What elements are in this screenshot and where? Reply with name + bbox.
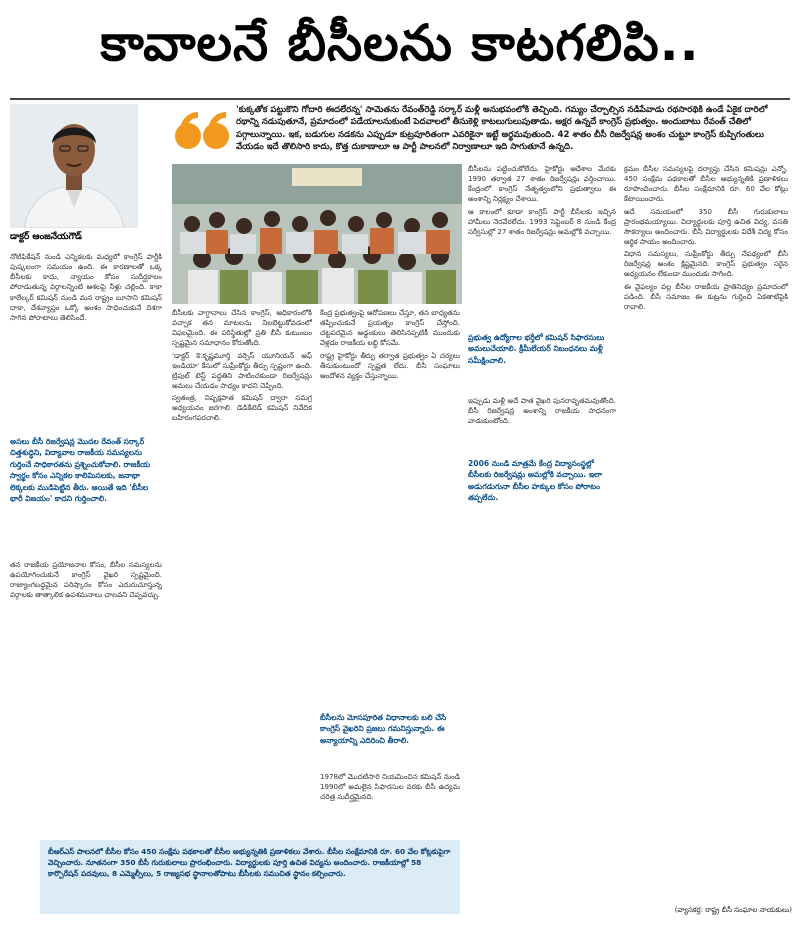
highlight-box-1: అసలు బీసీ రిజర్వేషన్ల మొదల రేవంత్ సర్కార్ చిత్తశుద్ధిని, విద్యావాల రాజకీయ సమస్యలను గుర్తించే సాధికారతను ప్రశ్నించుకోవాలి. రాజకీయ స్వార్థం కోసం ఎన్నికల కాలిమిసలకు, జనాభా లెక్కలకు ముడిపెట్టిన తీరు. అయితే ఇది 'బీసీల భారీ విజయం' కాదని గుర్తించాలి. — [10, 437, 151, 503]
headline: కావాలనే బీసీలను కాటగలిపి.. — [100, 13, 700, 72]
paragraph: స్వతంత్ర, నిష్పక్షపాత కమిషన్ ద్వారా సమగ్ర అధ్యయనం జరగాలి. డెడికేటెడ్ కమిషన్ నివేదిక బహిరంగపరచాలి. — [172, 393, 312, 423]
paragraph: విధాన సమస్యలు, సుప్రీంకోర్టు తీర్పు నేపథ్యంలో బీసీ రిజర్వేషన్ల అంశం క్లిష్టమైనది. కాంగ్రెస్ ప్రభుత్వం సరైన అధ్యయనం లేకుండా ముందుకు సాగింది. — [624, 249, 788, 279]
paragraph: 1978లో మొదటిసారి నియమించిన కమిషన్ నుండి 1990లో అమలైన సిఫారసుల వరకు బీసీ ఉద్యమ చరిత్ర సుదీర్ఘమైనది. — [320, 772, 460, 802]
highlight-box-3: బీసీలను మోసపూరిత విధానాలకు బలి చేసే కాంగ్రెస్ వైఖరిని ప్రజలు గమనిస్తున్నారు. ఈ అన్యాయాన్ని ఎదిరించి తీరాలి. — [320, 713, 447, 745]
article-column-3-continued — [320, 772, 460, 836]
paragraph: బీసీలను పట్టించుకోలేదు. హైకోర్టు ఆదేశాల మేరకు 1990 తర్వాత 27 శాతం రిజర్వేషన్లు వర్తించాయి. కేంద్రంలో కాంగ్రెస్ నేతృత్వంలోని ప్రభుత్వాలు ఈ అంశాన్ని నిర్లక్ష్యం చేశాయి. — [468, 164, 616, 204]
paragraph: కేంద్ర ప్రభుత్వంపై ఆరోపణలు చేస్తూ, తన బాధ్యతను తప్పించుకునే ప్రయత్నం కాంగ్రెస్ చేస్తోంది. చట్టపరమైన అడ్డంకులు తెలిసినప్పటికీ ముందుకు వెళ్లడం రాజకీయ లబ్ధి కోసమే. — [320, 308, 460, 348]
highlight-box-2: ప్రభుత్వ ఉద్యోగాల భర్తీలో కమిషన్ సిఫారసులు అమలుచేయాలి. క్రీమీలేయర్ నిబంధనలు మళ్లీ సమీక్షించాలి. — [468, 333, 605, 365]
paragraph: ఈ వైఫల్యం వల్ల బీసీల రాజకీయ ప్రాతినిధ్యం ప్రమాదంలో పడింది. బీసీ సమాజం ఈ కుట్రను గుర్తించి ఏకతాటిపైకి రావాలి. — [624, 281, 788, 311]
article-column-2 — [172, 308, 312, 836]
paragraph: క్రమం బీసీల సమస్యలపై దర్యాప్తు చేసిన కమిషన్లు ఎన్నో. 450 సంక్షేమ పథకాలతో బీసీల అభ్యున్నతికి ప్రణాళికలు రూపొందించారు. బీసీల సంక్షేమానికి రూ. 60 వేల కోట్లు కేటాయించారు. — [624, 164, 788, 204]
paragraph: బీసీలకు వాగ్దానాలు చేసిన కాంగ్రెస్, అధికారంలోకి వచ్చాక తన మాటలను నిలబెట్టుకోవడంలో విఫలమైంది. ఈ పరిస్థితుల్లో ప్రతి బీసీ కుటుంబం స్పష్టమైన సమాధానం కోరుతోంది. — [172, 308, 312, 348]
article-column-1-continued — [10, 560, 162, 832]
paragraph: రాష్ట్ర హైకోర్టు తీర్పు తర్వాత ప్రభుత్వం ఏ చర్యలు తీసుకుంటుందో స్పష్టత లేదు. బీసీ సంఘాలు ఆందోళన వ్యక్తం చేస్తున్నాయి. — [320, 350, 460, 380]
author-portrait-image — [10, 104, 138, 228]
article-column-5 — [624, 164, 788, 904]
paragraph: 'డాక్టర్ కె.కృష్ణమూర్తి వర్సెస్ యూనియన్ ఆఫ్ ఇండియా' కేసులో సుప్రీంకోర్టు తీర్పు స్పష్టంగా ఉంది. ట్రిపుల్ టెస్ట్ పద్ధతిని పాటించకుండా రిజర్వేషన్లు అమలు చేయడం సాధ్యం కాదని చెప్పింది. — [172, 350, 312, 390]
paragraph: ఇప్పుడు మళ్లీ అదే పాత వైఖరి పునరావృతమవుతోంది. బీసీ రిజర్వేషన్ల అంశాన్ని రాజకీయ సాధనంగా వాడుకుంటోంది. — [468, 396, 616, 426]
paragraph: ఆ కాలంలో కూడా కాంగ్రెస్ పార్టీ బీసీలకు ఇచ్చిన హామీలు నెరవేరలేదు. 1993 సెప్టెంబర్ 8 నుండి కేంద్ర సర్వీసుల్లో 27 శాతం రిజర్వేషన్లు అమల్లోకి వచ్చాయి. — [468, 206, 616, 236]
paragraph: నోటిఫికేషన్ నుండి ఎన్నికలకు మధ్యలో కాంగ్రెస్ పార్టీకి పుష్కలంగా సమయం ఉంది. ఈ కారణాలతో ఒక్క బీసీలకు కాదు, న్యాయం కోసం సుదీర్ఘకాలం పోరాడుతున్న వర్గాలన్నింటి ఆశలపై నీళ్లు చల్లింది. కాకా కాలేల్కర్ కమిషన్ నుండి మన రాష్ట్రం బూసాని కమిషన్ దాకా, దేశవ్యాప్తం ఒక్కో అంశం సాధించుకునే దిశగా సాగిన పోరాటాలు తెలిసిందే. — [10, 252, 162, 322]
author-photo — [10, 104, 138, 228]
protest-photo — [172, 164, 462, 304]
article-column-3 — [320, 308, 460, 708]
pull-quote: 'కుక్కతోక పట్టుకొని గోదారి ఈదలేరన్న' సామెతను రేవంత్‌రెడ్డి సర్కార్ మళ్లీ అనుభవంలోకి తెచ్చింది. గమ్యం చేర్చాల్సిన నడిపేవాడు రథసారథికి ఉండే ఏకైక దారిలో రథాన్ని నడుపుతూనే, ప్రమాదంలో పడేయాలనుకుంటే పెదవాలలో తీసుకెళ్లి కాటలుగులుపుతాడు. అక్షర ఉన్నదే కాంగ్రెస్ ప్రభుత్వం. అందుబాటు రేవంత్ చేతిలో పగ్గాలున్నాయి. ఇక, బడుగుల నడకను ఎప్పుడూ కుట్రపూరితంగా ఎవరికైనా ఇట్టే అర్థమవుతుంది. 42 శాతం బీసీ రిజర్వేషన్ల అంశం చుట్టూ కాంగ్రెస్ కుప్పిగంతులు వేయడం ఇదే తొలిసారి కాదు, కొత్త దుకాణాలూ ఆ పార్టీ పాలనలో నిర్వాణాలూ ఇది సాగుతూనే ఉన్నది. — [236, 105, 768, 153]
paragraph: తన రాజకీయ ప్రయోజనాల కోసం, బీసీల సమస్యలను ఉపయోగించుకునే కాంగ్రెస్ వైఖరి స్పష్టమైంది. రాజ్యాంగబద్ధమైన పరిష్కారం కోసం ఎదురుచూస్తున్న వర్గాలకు తాత్కాలిక ఉపశమనాలు చాలవని చెప్పవచ్చు. — [10, 560, 162, 600]
protest-scene-image — [172, 164, 462, 304]
headline-rule — [10, 98, 790, 100]
info-box: బీఆర్ఎస్ పాలనలో బీసీల కోసం 450 సంక్షేమ పథకాలతో బీసీల అభ్యున్నతికి ప్రణాళికలు వేశారు. బీసీల సంక్షేమానికి రూ. 60 వేల కోట్లకుపైగా వెచ్చించారు. నూతనంగా 350 బీసీ గురుకులాలు ప్రారంభించారు. విద్యార్థులకు పూర్తి ఉచిత విద్యను అందించారు. రాజకీయాల్లో 58 కార్పొరేషన్ పదవులు, 8 ఎమ్మెల్సీలు, 5 రాజ్యసభ స్థానాలతోపాటు బీసీలకు సముచిత స్థానం కల్పించారు. — [40, 840, 460, 914]
quote-mark-icon — [172, 108, 234, 152]
author-credit: (వ్యాసకర్త: రాష్ట్ర బీసీ సంఘాల నాయకులు) — [674, 906, 792, 914]
paragraph: అదే సమయంలో 350 బీసీ గురుకులాలు ప్రారంభమయ్యాయి. విద్యార్థులకు పూర్తి ఉచిత విద్య, వసతి సౌకర్యాలు అందించారు. బీసీ విద్యార్థులకు విదేశీ విద్య కోసం ఆర్థిక సాయం అందించారు. — [624, 206, 788, 246]
article-column-4 — [468, 164, 616, 328]
article-column-4-middle — [468, 396, 616, 454]
highlight-box-4: 2006 నుండి మాత్రమే కేంద్ర విద్యాసంస్థల్లో బీసీలకు రిజర్వేషన్లు అమల్లోకి వచ్చాయి. ఇలా అడుగడుగునా బీసీల హక్కుల కోసం పోరాటం తప్పలేదు. — [468, 459, 602, 503]
author-name: డాక్టర్ ఆంజనేయగౌడ్ — [10, 232, 82, 242]
